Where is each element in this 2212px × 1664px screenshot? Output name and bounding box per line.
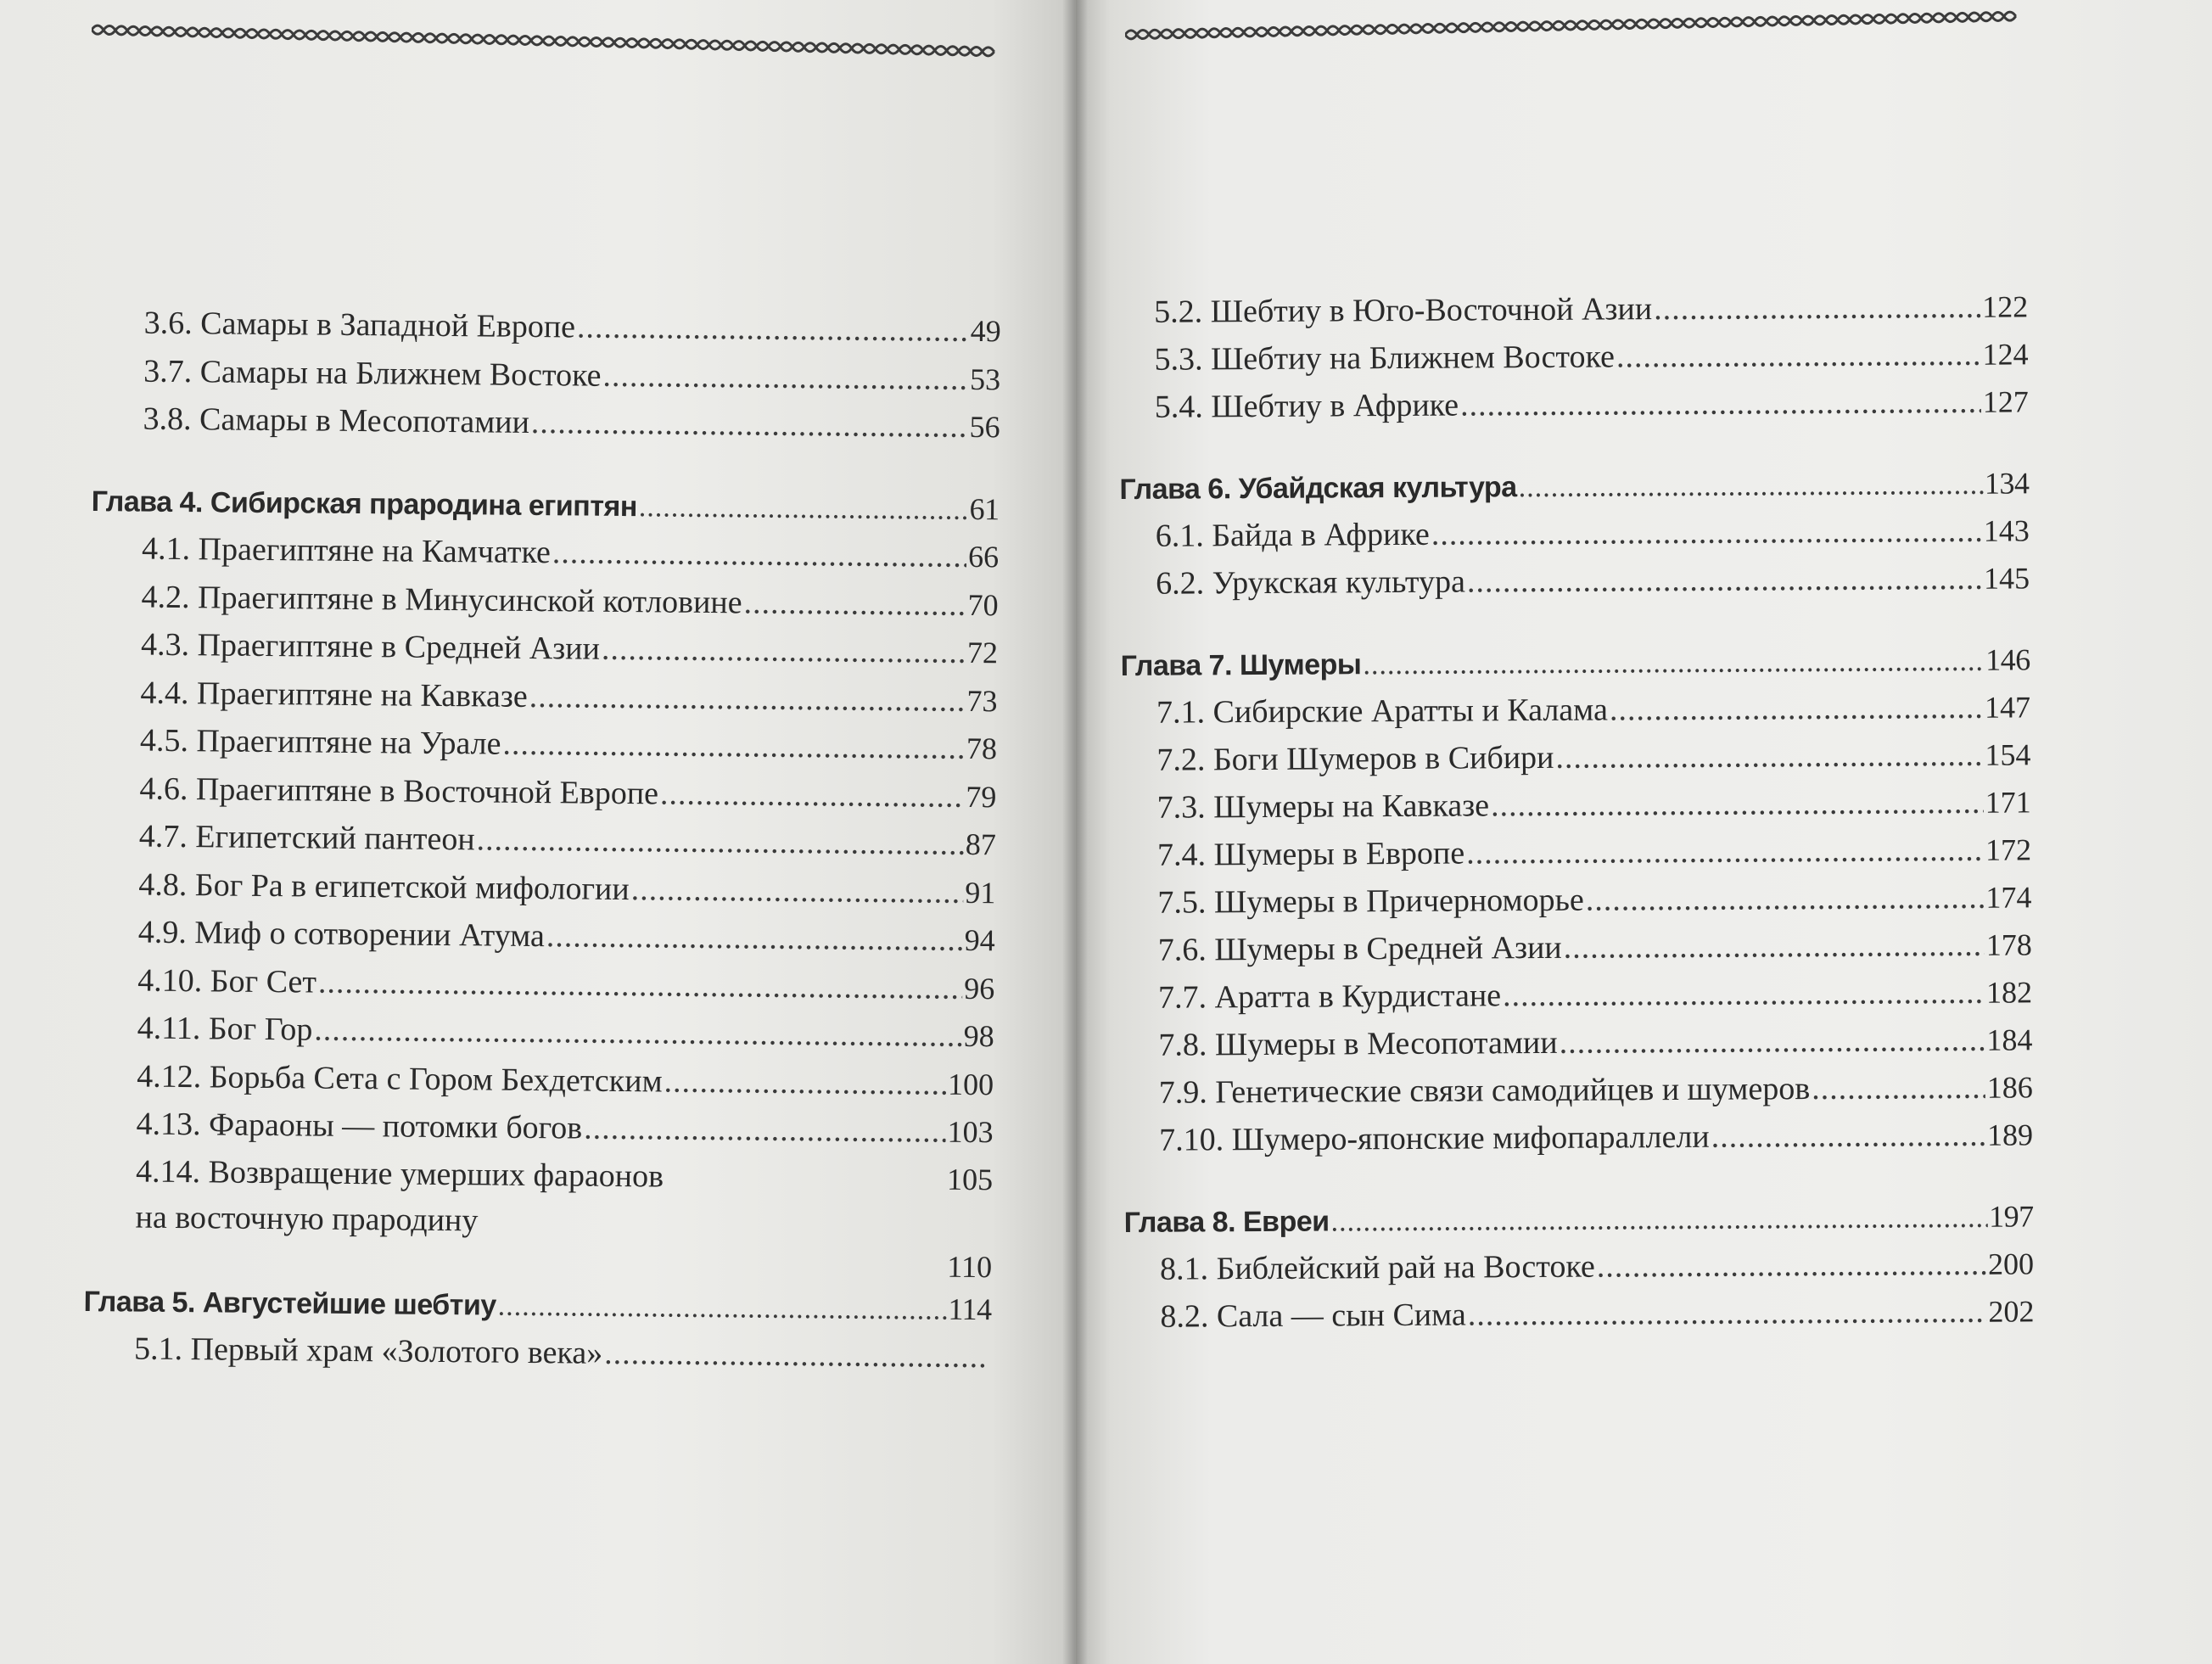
toc-entry-title: 4.11. Бог Гор: [137, 1010, 313, 1048]
leader-dots: [1616, 331, 1981, 381]
toc-entry-page: 145: [1983, 561, 2030, 596]
toc-entry-title: 4.6. Праегиптяне в Восточной Европе: [139, 770, 659, 811]
leader-dots: [502, 720, 965, 773]
toc-entry-title: 5.3. Шебтиу на Ближнем Востоке: [1154, 339, 1616, 378]
toc-entry-title: 3.8. Самары в Месопотамии: [143, 401, 530, 440]
toc-entry-title: 8.1. Библейский рай на Востоке: [1159, 1248, 1595, 1287]
leader-dots: [1812, 1064, 1985, 1112]
toc-entry: [91, 524, 999, 581]
leader-dots: [497, 1282, 946, 1335]
leader-dots: [314, 1006, 962, 1061]
toc-entry-page: 100: [947, 1067, 994, 1101]
toc-entry-page: 94: [964, 922, 995, 958]
toc-entry-page: 56: [969, 409, 1000, 445]
toc-entry-page: 61: [969, 491, 1000, 526]
toc-entry-page: 87: [965, 826, 997, 862]
toc-entry-page: 146: [1985, 642, 2030, 677]
leader-dots: [639, 484, 968, 535]
toc-entry-page: 124: [1982, 337, 2029, 372]
toc-entry: [92, 299, 1000, 356]
toc-entry-title-line2: на восточную прародину: [135, 1199, 479, 1238]
leader-dots: [743, 579, 966, 629]
toc-chapter-title: Глава 5. Августейшие шебтиу: [83, 1285, 496, 1322]
toc-entry: [1123, 1111, 2033, 1164]
leader-dots: [1564, 922, 1985, 972]
toc-entry: [92, 346, 1000, 403]
leader-dots: [476, 815, 964, 868]
toc-entry-title: 7.3. Шумеры на Кавказе: [1156, 787, 1490, 826]
toc-entry-title: 7.1. Сибирские Аратты и Калама: [1156, 692, 1608, 731]
toc-entry-page: 184: [1986, 1022, 2033, 1057]
leader-dots: [552, 529, 967, 580]
toc-entry: [85, 1100, 993, 1157]
toc-entry: [1123, 968, 2032, 1022]
leader-dots: [664, 1057, 946, 1108]
left-page: [0, 0, 1078, 1664]
toc-entry: [86, 1004, 994, 1061]
toc-entry: [1120, 554, 2030, 608]
toc-entry: [87, 955, 994, 1012]
toc-entry-title: 4.10. Бог Сет: [137, 962, 317, 1000]
toc-entry: [83, 1325, 991, 1381]
toc-entry: [1123, 1063, 2033, 1117]
leader-dots: [660, 770, 965, 821]
toc-entry-title: 6.2. Урукская культура: [1155, 563, 1465, 602]
toc-entry-page: 143: [1983, 513, 2030, 548]
toc-entry: [88, 812, 996, 869]
toc-entry-title: 7.9. Генетические связи самодийцев и шумеров: [1158, 1071, 1811, 1111]
leader-dots: [1555, 731, 1983, 782]
leader-dots: [577, 303, 969, 355]
toc-chapter: [91, 476, 999, 533]
leader-dots: [1654, 283, 1980, 333]
toc-entry-page: 103: [947, 1114, 994, 1150]
toc-entry-title: 4.4. Праегиптяне на Кавказе: [140, 675, 528, 714]
leader-dots: [1330, 1195, 1987, 1247]
leader-dots: [1711, 1112, 1986, 1161]
toc-entry-title: 4.9. Миф о сотворении Атума: [137, 914, 546, 955]
toc-chapter-title: Глава 6. Убайдская культура: [1119, 471, 1517, 506]
toc-entry-title: 4.1. Праегиптяне на Камчатке: [141, 530, 552, 571]
leader-dots: [1460, 378, 1981, 429]
toc-entry-title: 4.12. Борьба Сета с Гором Бехдетским: [137, 1058, 663, 1099]
toc-entry-page: 154: [1985, 737, 2031, 772]
toc-chapter-title: Глава 4. Сибирская прародина египтян: [91, 485, 638, 523]
toc-entry-title: 4.5. Праегиптяне на Урале: [139, 722, 501, 762]
toc-entry: [89, 716, 997, 773]
toc-entry-title: 7.8. Шумеры в Месопотамии: [1158, 1024, 1558, 1063]
toc-entry-title: 4.2. Праегиптяне в Минусинской котловине: [141, 579, 742, 620]
toc-entry-page: 96: [964, 971, 995, 1006]
toc-entry-title: 7.6. Шумеры в Средней Азии: [1157, 929, 1562, 968]
toc-entry-page: 122: [1982, 289, 2029, 324]
toc-entry-page: 110: [947, 1249, 993, 1284]
leader-dots: [1466, 826, 1984, 877]
leader-dots: [602, 625, 966, 677]
right-page: [1076, 0, 2212, 1664]
toc-entry: [1122, 873, 2031, 927]
toc-chapter: [1121, 636, 2030, 689]
toc-entry-title: 5.2. Шебтиу в Юго-Восточной Азии: [1154, 291, 1653, 330]
toc-entry: [87, 908, 995, 965]
toc-entry: [1122, 778, 2031, 832]
leader-dots: [1518, 462, 1983, 512]
toc-entry: [1124, 1240, 2034, 1293]
toc-entry: [86, 1051, 994, 1108]
toc-chapter-title: Глава 8. Евреи: [1123, 1205, 1330, 1239]
toc-entry: [1121, 683, 2030, 737]
toc-entry-page: 105: [946, 1162, 994, 1196]
toc-entry-page: 147: [1984, 690, 2031, 725]
toc-entry-page: 70: [967, 587, 999, 622]
toc-entry-page: 127: [1982, 384, 2029, 419]
toc-entry-page: 53: [969, 361, 1001, 396]
toc-entry-title: 7.4. Шумеры в Европе: [1156, 835, 1465, 873]
toc-entry: [1120, 507, 2030, 560]
leader-dots: [1431, 507, 1982, 558]
toc-entry: [1118, 330, 2028, 384]
leader-dots: [1363, 638, 1984, 689]
toc-entry-page: 186: [1986, 1070, 2033, 1105]
toc-entry-page: 189: [1986, 1118, 2034, 1152]
toc-entry-title: 4.8. Бог Ра в египетской мифологии: [138, 866, 630, 907]
toc-entry-title: 5.1. Первый храм «Золотого века»: [133, 1331, 603, 1371]
leader-dots: [1597, 1241, 1987, 1291]
leader-dots: [630, 866, 963, 916]
toc-entry: [1118, 283, 2028, 336]
toc-entry: [87, 860, 995, 916]
toc-entry-page: 72: [966, 635, 999, 670]
toc-entry-title: 3.6. Самары в Западной Европе: [143, 305, 576, 345]
toc-entry-page: 49: [970, 313, 1001, 349]
toc-entry-title: 8.2. Сала — сын Сима: [1160, 1297, 1466, 1335]
toc-entry-page: 114: [948, 1291, 992, 1326]
leader-dots: [1586, 874, 1985, 924]
toc-entry: [1121, 731, 2030, 784]
header-ornament-left: [92, 19, 1001, 63]
toc-entry: [89, 668, 997, 725]
toc-entry-page: 197: [1989, 1199, 2034, 1234]
toc-entry-title-line1: 4.14. Возвращение умерших фараонов: [135, 1153, 664, 1194]
toc-entry-page: 134: [1984, 466, 2030, 501]
leader-dots: [602, 351, 968, 403]
toc-entry: [84, 1193, 992, 1247]
toc-entry-title: 5.4. Шебтиу в Африке: [1154, 387, 1459, 425]
toc-chapter: [1119, 459, 2029, 513]
leader-dots: [1491, 779, 1984, 830]
toc-entry-page: 171: [1985, 785, 2031, 820]
leader-dots: [604, 1330, 989, 1381]
toc-entry-page: 78: [966, 731, 998, 766]
toc-entry-title: 6.1. Байда в Африке: [1155, 516, 1430, 554]
toc-entry: [1119, 378, 2029, 431]
leader-dots: [546, 912, 963, 964]
leader-dots: [1503, 969, 1985, 1019]
toc-chapter: [83, 1276, 991, 1333]
toc-entry: [1123, 1016, 2032, 1069]
toc-chapter-title: Глава 7. Шумеры: [1120, 648, 1362, 682]
toc-entry-title: 4.13. Фараоны — потомки богов: [136, 1106, 583, 1146]
toc-entry-title: 4.3. Праегиптяне в Средней Азии: [140, 626, 601, 667]
leader-dots: [529, 672, 965, 724]
toc-entry-page: 79: [966, 779, 997, 814]
toc-chapter: [1124, 1192, 2034, 1246]
leader-dots: [1467, 555, 1983, 606]
leader-dots: [1610, 684, 1984, 734]
toc-entry: [90, 620, 998, 677]
toc-entry-page: 91: [965, 875, 996, 910]
leader-dots: [531, 399, 968, 451]
toc-entry: [1122, 826, 2031, 879]
toc-entry: [88, 764, 996, 821]
leader-dots: [1559, 1017, 1985, 1067]
toc-entry-page: 178: [1985, 927, 2032, 962]
toc-entry-title: 7.10. Шумеро-японские мифопараллели: [1159, 1118, 1710, 1158]
toc-entry: [92, 395, 1000, 451]
toc-entry-title: 3.7. Самары на Ближнем Востоке: [143, 353, 602, 394]
toc-entry-title: 7.5. Шумеры в Причерноморье: [1157, 882, 1584, 921]
toc-entry: [90, 572, 998, 629]
toc-entry-page: 200: [1987, 1247, 2035, 1281]
toc-entry-page: 174: [1985, 880, 2032, 915]
toc-entry-page: 66: [967, 539, 1000, 574]
toc-entry-title: 7.2. Боги Шумеров в Сибири: [1156, 739, 1554, 778]
toc-entry-page: 172: [1985, 832, 2032, 867]
header-ornament-right: [1125, 5, 2024, 46]
toc-entry-page: 73: [966, 683, 998, 718]
leader-dots: [1468, 1288, 1987, 1339]
toc-entry: [1123, 921, 2032, 974]
toc-entry-page: 98: [963, 1018, 994, 1054]
toc-entry-page: 202: [1988, 1294, 2035, 1329]
toc-right: [1118, 283, 2035, 1341]
toc-entry-title: 7.7. Аратта в Курдистане: [1157, 978, 1502, 1016]
toc-entry-title: 4.7. Египетский пантеон: [138, 818, 475, 858]
toc-left: [83, 299, 1001, 1381]
leader-dots: [584, 1105, 946, 1157]
toc-entry: [1124, 1287, 2034, 1341]
toc-entry-page: 182: [1985, 975, 2033, 1010]
leader-dots: [318, 958, 963, 1012]
